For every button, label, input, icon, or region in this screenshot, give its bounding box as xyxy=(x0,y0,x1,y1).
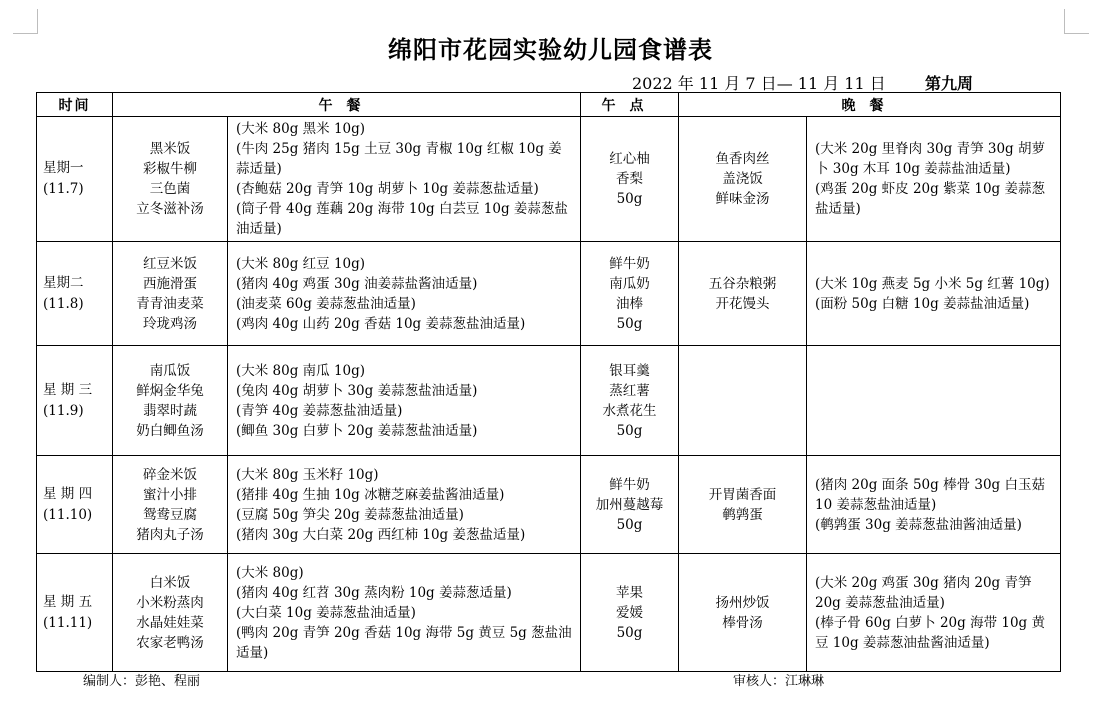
snack-cell xyxy=(581,554,679,672)
dinner-ingredient-line: (鹌鹑蛋 30g 姜蒜葱盐油酱油适量) xyxy=(815,516,1022,533)
lunch-ingredient-line: (兔肉 40g 胡萝卜 30g 姜蒜葱盐油适量) xyxy=(236,382,478,399)
lunch-ingredient-line: (鸭肉 20g 青笋 20g 香菇 10g 海带 5g 黄豆 5g 葱盐油适量) xyxy=(236,624,572,661)
lunch-dishes-cell xyxy=(113,456,228,554)
compiler-label: 编制人：彭艳、程丽 xyxy=(83,674,201,689)
snack-item: 爱媛 xyxy=(616,604,643,621)
day-cell xyxy=(37,346,113,456)
dinner-dishes-cell xyxy=(679,456,807,554)
snack-item: 50g xyxy=(616,624,643,641)
dinner-ingredient-line: (大米 10g 燕麦 5g 小米 5g 红薯 10g) xyxy=(815,275,1050,292)
lunch-ingredient-line: (豆腐 50g 笋尖 20g 姜蒜葱盐油适量) xyxy=(236,506,464,523)
dinner-dish: 开胃菌香面 xyxy=(708,486,777,503)
day-cell xyxy=(37,242,113,346)
lunch-dish: 水晶娃娃菜 xyxy=(136,614,204,631)
dinner-ingredients-cell xyxy=(807,346,1061,456)
column-header-time: 时间 xyxy=(37,93,113,117)
lunch-dish: 玲珑鸡汤 xyxy=(143,315,197,332)
day-date: (11.10) xyxy=(43,506,93,523)
column-header-snack: 午点 xyxy=(581,93,679,117)
dinner-dish: 五谷杂粮粥 xyxy=(708,275,777,292)
snack-item: 50g xyxy=(616,422,643,439)
lunch-ingredient-line: (大米 80g 玉米籽 10g) xyxy=(236,466,379,483)
dinner-dish: 鹌鹑蛋 xyxy=(722,506,763,523)
snack-item: 鲜牛奶 xyxy=(609,476,650,493)
lunch-ingredient-line: (筒子骨 40g 莲藕 20g 海带 10g 白芸豆 10g 姜蒜葱盐油适量) xyxy=(236,201,568,237)
lunch-dish: 小米粉蒸肉 xyxy=(136,594,204,611)
week-label: 第九周 xyxy=(925,74,974,93)
lunch-dish: 立冬滋补汤 xyxy=(136,201,204,217)
snack-item: 加州蔓越莓 xyxy=(595,496,664,513)
snack-item: 鲜牛奶 xyxy=(609,255,650,272)
day-cell xyxy=(37,117,113,242)
day-name: 星期二 xyxy=(43,274,84,291)
lunch-dish: 鲜焖金华兔 xyxy=(136,382,204,399)
day-cell xyxy=(37,456,113,554)
lunch-dish: 碎金米饭 xyxy=(143,466,197,483)
day-name: 星 期 四 xyxy=(43,485,93,502)
snack-item: 50g xyxy=(616,516,643,533)
lunch-ingredient-line: (大米 80g 黑米 10g) xyxy=(236,121,366,137)
date-range: 2022 年 11 月 7 日— 11 月 11 日 xyxy=(632,74,886,93)
lunch-ingredient-line: (大白菜 10g 姜蒜葱盐油适量) xyxy=(236,604,416,621)
lunch-ingredient-line: (猪肉 40g 鸡蛋 30g 油姜蒜盐酱油适量) xyxy=(236,275,478,292)
lunch-ingredients-cell xyxy=(228,346,581,456)
lunch-dish: 蜜汁小排 xyxy=(143,486,197,503)
lunch-ingredient-line: (鸡肉 40g 山药 20g 香菇 10g 姜蒜葱盐油适量) xyxy=(236,315,526,332)
snack-cell xyxy=(581,456,679,554)
lunch-dish: 三色菌 xyxy=(149,181,191,197)
dinner-ingredients-cell xyxy=(807,456,1061,554)
snack-item: 50g xyxy=(616,315,643,332)
lunch-dish: 黑米饭 xyxy=(149,141,191,157)
lunch-dishes-cell xyxy=(113,346,228,456)
dinner-dish: 棒骨汤 xyxy=(722,614,763,631)
lunch-dish: 奶白鲫鱼汤 xyxy=(136,422,204,439)
dinner-dish: 鲜味金汤 xyxy=(715,191,770,207)
lunch-ingredient-line: (大米 80g 南瓜 10g) xyxy=(236,362,366,379)
snack-item: 香梨 xyxy=(616,171,643,187)
lunch-dishes-cell xyxy=(113,242,228,346)
header-row xyxy=(37,93,1061,117)
day-name: 星期一 xyxy=(43,160,84,176)
day-date: (11.7) xyxy=(43,181,84,197)
dinner-dishes-cell xyxy=(679,346,807,456)
dinner-ingredients-cell xyxy=(807,117,1061,242)
column-header-dinner: 晚餐 xyxy=(679,93,1061,117)
menu-body xyxy=(37,117,1061,672)
table-row xyxy=(37,346,1061,456)
snack-item: 50g xyxy=(616,191,643,207)
day-date: (11.11) xyxy=(43,614,93,631)
lunch-dish: 彩椒牛柳 xyxy=(143,161,197,177)
snack-cell xyxy=(581,117,679,242)
lunch-ingredient-line: (杏鲍菇 20g 青笋 10g 胡萝卜 10g 姜蒜葱盐适量) xyxy=(236,181,539,197)
lunch-dish: 猪肉丸子汤 xyxy=(136,526,204,543)
lunch-dish: 翡翠时蔬 xyxy=(143,402,197,419)
table-row xyxy=(37,456,1061,554)
snack-item: 油棒 xyxy=(616,295,643,312)
dinner-ingredients-cell xyxy=(807,242,1061,346)
day-name: 星 期 五 xyxy=(43,593,93,610)
dinner-dish: 扬州炒饭 xyxy=(715,594,770,611)
reviewer-label: 审核人：江琳琳 xyxy=(733,674,825,689)
lunch-dish: 白米饭 xyxy=(149,574,191,591)
dinner-ingredient-line: (鸡蛋 20g 虾皮 20g 紫菜 10g 姜蒜葱盐适量) xyxy=(815,181,1045,217)
lunch-dish: 鸳鸯豆腐 xyxy=(143,506,197,523)
day-date: (11.8) xyxy=(43,295,84,312)
lunch-ingredient-line: (猪排 40g 生抽 10g 冰糖芝麻姜盐酱油适量) xyxy=(236,486,505,503)
lunch-ingredient-line: (猪肉 40g 红苕 30g 蒸肉粉 10g 姜蒜葱适量) xyxy=(236,584,512,601)
dinner-dish: 鱼香肉丝 xyxy=(715,151,770,167)
lunch-ingredient-line: (青笋 40g 姜蒜葱盐油适量) xyxy=(236,402,403,419)
column-header-lunch: 午餐 xyxy=(113,93,581,117)
dinner-ingredient-line: (面粉 50g 白糖 10g 姜蒜盐油适量) xyxy=(815,295,1030,312)
lunch-ingredient-line: (鲫鱼 30g 白萝卜 20g 姜蒜葱盐油适量) xyxy=(236,422,478,439)
table-row xyxy=(37,117,1061,242)
dinner-dishes-cell xyxy=(679,242,807,346)
snack-item: 红心柚 xyxy=(609,151,650,167)
lunch-ingredient-line: (猪肉 30g 大白菜 20g 西红柿 10g 姜葱盐适量) xyxy=(236,526,526,543)
lunch-dishes-cell xyxy=(113,117,228,242)
dinner-ingredient-line: (大米 20g 里脊肉 30g 青笋 30g 胡萝卜 30g 木耳 10g 姜蒜盐油适量) xyxy=(815,141,1045,177)
day-cell xyxy=(37,554,113,672)
lunch-dish: 农家老鸭汤 xyxy=(136,634,204,651)
snack-item: 苹果 xyxy=(616,584,643,601)
dinner-dish: 开花馒头 xyxy=(715,295,770,312)
lunch-ingredients-cell xyxy=(228,456,581,554)
lunch-ingredients-cell xyxy=(228,242,581,346)
dinner-ingredient-line: (棒子骨 60g 白萝卜 20g 海带 10g 黄豆 10g 姜蒜葱油盐酱油适量) xyxy=(815,614,1045,651)
dinner-ingredient-line: (大米 20g 鸡蛋 30g 猪肉 20g 青笋 20g 姜蒜葱盐油适量) xyxy=(815,574,1032,611)
lunch-dish: 青青油麦菜 xyxy=(136,295,204,312)
day-date: (11.9) xyxy=(43,402,84,419)
snack-item: 水煮花生 xyxy=(602,402,657,419)
menu-table xyxy=(36,92,1061,672)
snack-cell xyxy=(581,346,679,456)
dinner-dishes-cell xyxy=(679,117,807,242)
lunch-ingredients-cell xyxy=(228,117,581,242)
dinner-ingredients-cell xyxy=(807,554,1061,672)
dinner-ingredient-line: (猪肉 20g 面条 50g 棒骨 30g 白玉菇 10 姜蒜葱盐油适量) xyxy=(815,476,1045,513)
lunch-dish: 红豆米饭 xyxy=(143,255,197,272)
table-row xyxy=(37,242,1061,346)
snack-item: 蒸红薯 xyxy=(609,382,650,399)
lunch-dish: 西施滑蛋 xyxy=(143,275,197,292)
day-name: 星 期 三 xyxy=(43,381,93,398)
lunch-ingredient-line: (大米 80g 红豆 10g) xyxy=(236,255,366,272)
lunch-ingredient-line: (牛肉 25g 猪肉 15g 土豆 30g 青椒 10g 红椒 10g 姜蒜适量) xyxy=(236,141,562,177)
snack-cell xyxy=(581,242,679,346)
dinner-dishes-cell xyxy=(679,554,807,672)
lunch-dishes-cell xyxy=(113,554,228,672)
snack-item: 南瓜奶 xyxy=(609,275,650,292)
lunch-ingredient-line: (油麦菜 60g 姜蒜葱盐油适量) xyxy=(236,295,416,312)
lunch-ingredients-cell xyxy=(228,554,581,672)
page-title: 绵阳市花园实验幼儿园食谱表 xyxy=(388,36,713,64)
table-row xyxy=(37,554,1061,672)
dinner-dish: 盖浇饭 xyxy=(722,171,763,187)
snack-item: 银耳羹 xyxy=(609,362,650,379)
lunch-ingredient-line: (大米 80g) xyxy=(236,564,304,581)
lunch-dish: 南瓜饭 xyxy=(149,362,191,379)
